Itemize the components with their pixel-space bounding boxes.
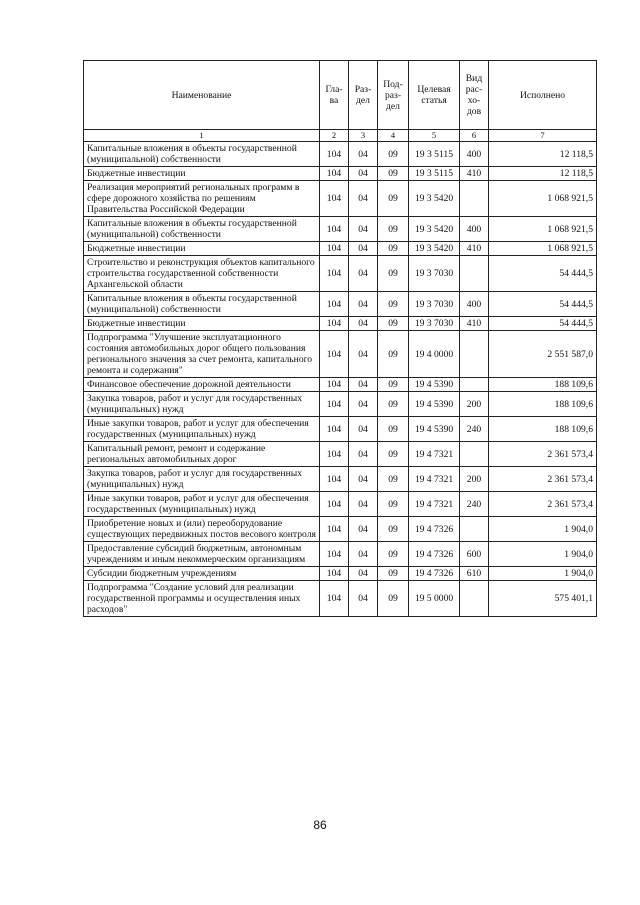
row-amount: 188 109,6: [489, 417, 597, 442]
row-statya: 19 4 7326: [409, 567, 460, 581]
row-name: Строительство и реконструкция объектов капитального строительства государственной собственности Архангельской области: [84, 256, 320, 292]
table-row: [84, 292, 597, 317]
row-vid: 600: [460, 542, 489, 567]
table-row: [84, 317, 597, 331]
table-row: [84, 167, 597, 181]
row-amount: 188 109,6: [489, 378, 597, 392]
row-razdel: 04: [349, 581, 378, 617]
row-podrazdel: 09: [378, 181, 409, 217]
column-number: 7: [489, 130, 597, 142]
row-name: Закупка товаров, работ и услуг для государственных (муниципальных) нужд: [84, 467, 320, 492]
row-glava: 104: [320, 292, 349, 317]
table-row: [84, 217, 597, 242]
row-podrazdel: 09: [378, 442, 409, 467]
table-header-row: [84, 61, 597, 130]
row-razdel: 04: [349, 417, 378, 442]
row-statya: 19 3 7030: [409, 317, 460, 331]
row-vid: [460, 517, 489, 542]
column-number: 1: [84, 130, 320, 142]
row-glava: 104: [320, 392, 349, 417]
row-vid: [460, 442, 489, 467]
row-glava: 104: [320, 167, 349, 181]
row-podrazdel: 09: [378, 542, 409, 567]
table-row: [84, 242, 597, 256]
row-statya: 19 4 7326: [409, 542, 460, 567]
column-number: 3: [349, 130, 378, 142]
column-header-glava: Гла- ва: [320, 61, 349, 130]
row-razdel: 04: [349, 142, 378, 167]
row-amount: 12 118,5: [489, 167, 597, 181]
row-glava: 104: [320, 317, 349, 331]
row-vid: 410: [460, 167, 489, 181]
row-razdel: 04: [349, 217, 378, 242]
row-razdel: 04: [349, 492, 378, 517]
row-razdel: 04: [349, 467, 378, 492]
row-razdel: 04: [349, 517, 378, 542]
column-header-razdel: Раз- дел: [349, 61, 378, 130]
row-razdel: 04: [349, 292, 378, 317]
row-amount: 1 068 921,5: [489, 181, 597, 217]
row-statya: 19 4 7326: [409, 517, 460, 542]
row-statya: 19 3 5420: [409, 217, 460, 242]
row-amount: 2 361 573,4: [489, 467, 597, 492]
row-razdel: 04: [349, 242, 378, 256]
row-glava: 104: [320, 467, 349, 492]
row-statya: 19 4 5390: [409, 417, 460, 442]
row-podrazdel: 09: [378, 142, 409, 167]
row-amount: 188 109,6: [489, 392, 597, 417]
row-name: Подпрограмма "Создание условий для реализации государственной программы и осуществления иных расходов": [84, 581, 320, 617]
table-row: [84, 181, 597, 217]
row-statya: 19 3 5115: [409, 142, 460, 167]
row-amount: 2 551 587,0: [489, 331, 597, 378]
row-vid: 400: [460, 142, 489, 167]
row-vid: 200: [460, 392, 489, 417]
row-razdel: 04: [349, 392, 378, 417]
row-glava: 104: [320, 378, 349, 392]
row-razdel: 04: [349, 317, 378, 331]
row-name: Реализация мероприятий региональных программ в сфере дорожного хозяйства по решениям Правительства Российской Федерации: [84, 181, 320, 217]
row-statya: 19 3 7030: [409, 292, 460, 317]
table-row: [84, 331, 597, 378]
row-vid: [460, 181, 489, 217]
row-amount: 54 444,5: [489, 256, 597, 292]
row-glava: 104: [320, 142, 349, 167]
row-amount: 54 444,5: [489, 317, 597, 331]
row-statya: 19 4 7321: [409, 442, 460, 467]
row-statya: 19 3 5420: [409, 242, 460, 256]
table-row: [84, 492, 597, 517]
row-glava: 104: [320, 331, 349, 378]
page-number: 86: [313, 818, 327, 832]
table-row: [84, 417, 597, 442]
table-row: [84, 442, 597, 467]
column-header-vid: Вид рас- хо- дов: [460, 61, 489, 130]
row-name: Финансовое обеспечение дорожной деятельности: [84, 378, 320, 392]
row-podrazdel: 09: [378, 492, 409, 517]
row-razdel: 04: [349, 167, 378, 181]
row-vid: 240: [460, 417, 489, 442]
row-podrazdel: 09: [378, 467, 409, 492]
row-vid: 410: [460, 242, 489, 256]
row-podrazdel: 09: [378, 581, 409, 617]
row-glava: 104: [320, 442, 349, 467]
row-name: Бюджетные инвестиции: [84, 167, 320, 181]
row-podrazdel: 09: [378, 331, 409, 378]
table-row: [84, 567, 597, 581]
row-podrazdel: 09: [378, 517, 409, 542]
row-name: Закупка товаров, работ и услуг для государственных (муниципальных) нужд: [84, 392, 320, 417]
row-name: Бюджетные инвестиции: [84, 242, 320, 256]
row-glava: 104: [320, 181, 349, 217]
column-header-podrazdel: Под- раз- дел: [378, 61, 409, 130]
row-vid: 240: [460, 492, 489, 517]
row-glava: 104: [320, 256, 349, 292]
row-glava: 104: [320, 517, 349, 542]
row-amount: 2 361 573,4: [489, 442, 597, 467]
table-row: [84, 256, 597, 292]
row-vid: [460, 581, 489, 617]
table-row: [84, 542, 597, 567]
row-podrazdel: 09: [378, 256, 409, 292]
row-statya: 19 5 0000: [409, 581, 460, 617]
row-amount: 12 118,5: [489, 142, 597, 167]
column-number: 6: [460, 130, 489, 142]
row-amount: 1 904,0: [489, 517, 597, 542]
row-amount: 1 068 921,5: [489, 242, 597, 256]
row-amount: 1 904,0: [489, 567, 597, 581]
row-name: Подпрограмма "Улучшение эксплуатационного состояния автомобильных дорог общего пользования регионального значения за счет ремонта, капитального ремонта и содержания": [84, 331, 320, 378]
column-number: 4: [378, 130, 409, 142]
row-statya: 19 4 0000: [409, 331, 460, 378]
row-podrazdel: 09: [378, 417, 409, 442]
row-podrazdel: 09: [378, 217, 409, 242]
row-podrazdel: 09: [378, 292, 409, 317]
row-glava: 104: [320, 242, 349, 256]
row-razdel: 04: [349, 378, 378, 392]
row-statya: 19 3 5420: [409, 181, 460, 217]
row-statya: 19 4 7321: [409, 492, 460, 517]
row-name: Капитальный ремонт, ремонт и содержание региональных автомобильных дорог: [84, 442, 320, 467]
column-header-amount: Исполнено: [489, 61, 597, 130]
row-razdel: 04: [349, 567, 378, 581]
column-number: 5: [409, 130, 460, 142]
row-amount: 1 068 921,5: [489, 217, 597, 242]
row-name: Иные закупки товаров, работ и услуг для обеспечения государственных (муниципальных) нужд: [84, 417, 320, 442]
row-name: Капитальные вложения в объекты государственной (муниципальной) собственности: [84, 217, 320, 242]
row-razdel: 04: [349, 331, 378, 378]
row-name: Бюджетные инвестиции: [84, 317, 320, 331]
budget-table: [83, 60, 597, 617]
row-name: Субсидии бюджетным учреждениям: [84, 567, 320, 581]
row-name: Иные закупки товаров, работ и услуг для обеспечения государственных (муниципальных) нужд: [84, 492, 320, 517]
row-vid: 200: [460, 467, 489, 492]
row-vid: [460, 256, 489, 292]
table-row: [84, 581, 597, 617]
row-vid: 610: [460, 567, 489, 581]
row-glava: 104: [320, 581, 349, 617]
row-statya: 19 4 5390: [409, 378, 460, 392]
row-razdel: 04: [349, 442, 378, 467]
row-vid: 410: [460, 317, 489, 331]
row-podrazdel: 09: [378, 392, 409, 417]
row-statya: 19 3 5115: [409, 167, 460, 181]
table-row: [84, 467, 597, 492]
row-statya: 19 3 7030: [409, 256, 460, 292]
row-podrazdel: 09: [378, 167, 409, 181]
table-row: [84, 392, 597, 417]
row-vid: [460, 378, 489, 392]
row-statya: 19 4 5390: [409, 392, 460, 417]
row-glava: 104: [320, 217, 349, 242]
row-vid: 400: [460, 292, 489, 317]
row-amount: 54 444,5: [489, 292, 597, 317]
row-podrazdel: 09: [378, 567, 409, 581]
row-glava: 104: [320, 542, 349, 567]
column-header-statya: Целевая статья: [409, 61, 460, 130]
column-number: 2: [320, 130, 349, 142]
column-number-row: [84, 130, 597, 142]
row-glava: 104: [320, 492, 349, 517]
row-amount: 2 361 573,4: [489, 492, 597, 517]
row-glava: 104: [320, 417, 349, 442]
row-name: Капитальные вложения в объекты государственной (муниципальной) собственности: [84, 142, 320, 167]
table-row: [84, 517, 597, 542]
column-header-name: Наименование: [84, 61, 320, 130]
row-statya: 19 4 7321: [409, 467, 460, 492]
table-row: [84, 142, 597, 167]
row-glava: 104: [320, 567, 349, 581]
row-razdel: 04: [349, 256, 378, 292]
row-name: Капитальные вложения в объекты государственной (муниципальной) собственности: [84, 292, 320, 317]
table-body: [84, 142, 597, 617]
row-podrazdel: 09: [378, 317, 409, 331]
row-razdel: 04: [349, 542, 378, 567]
row-vid: [460, 331, 489, 378]
row-razdel: 04: [349, 181, 378, 217]
row-name: Приобретение новых и (или) переоборудование существующих передвижных постов весового контроля: [84, 517, 320, 542]
row-vid: 400: [460, 217, 489, 242]
row-amount: 1 904,0: [489, 542, 597, 567]
row-amount: 575 401,1: [489, 581, 597, 617]
row-podrazdel: 09: [378, 378, 409, 392]
row-podrazdel: 09: [378, 242, 409, 256]
table-row: [84, 378, 597, 392]
row-name: Предоставление субсидий бюджетным, автономным учреждениям и иным некоммерческим организациям: [84, 542, 320, 567]
